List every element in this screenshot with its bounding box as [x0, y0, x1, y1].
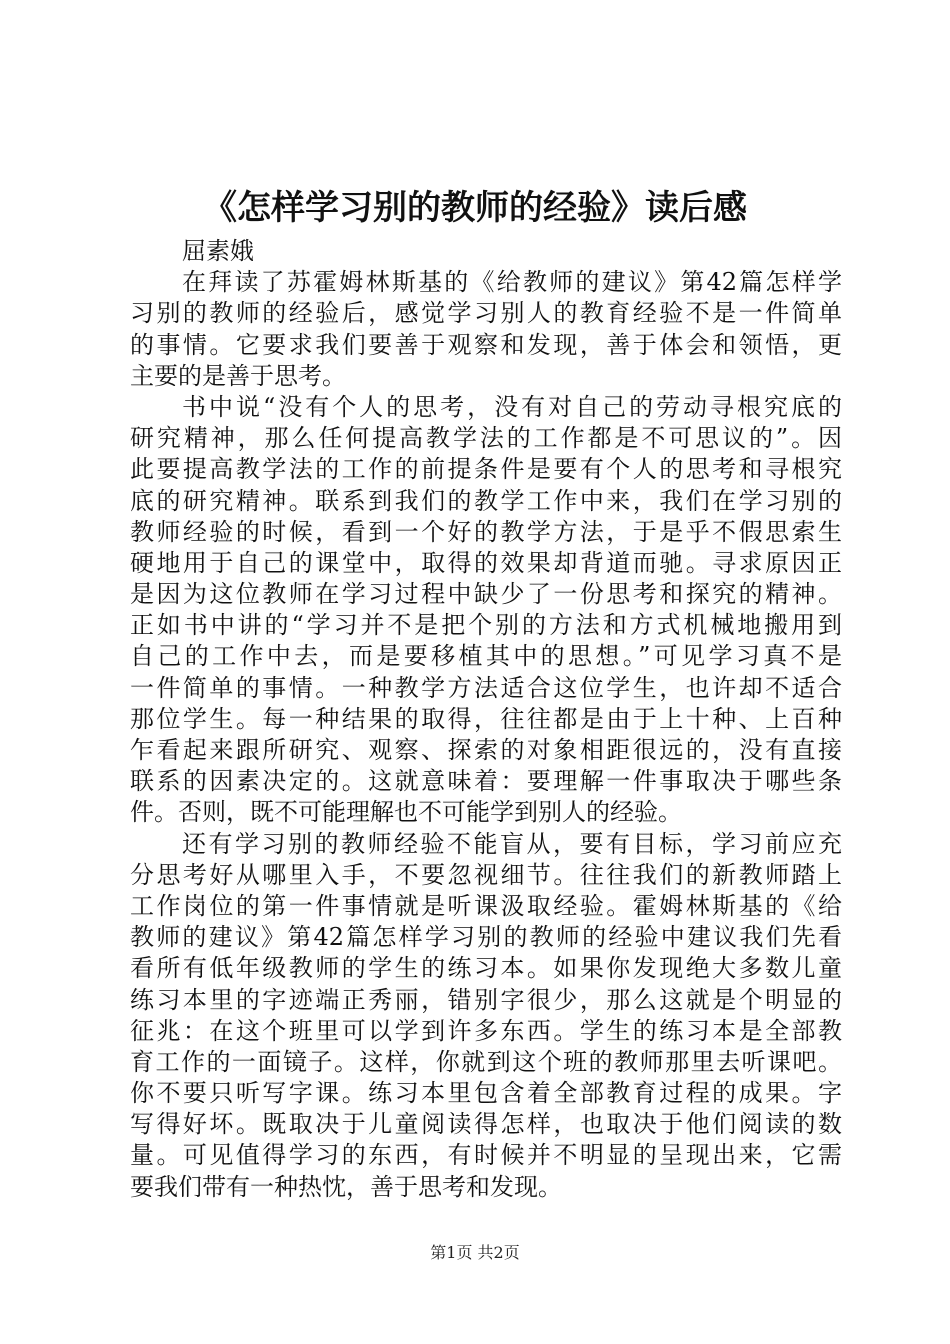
- paragraph-line: 教师的建议》第42篇怎样学习别的教师的经验中建议我们先看: [130, 923, 842, 952]
- paragraph: [130, 392, 842, 829]
- paragraph-line: 件。否则，既不可能理解也不可能学到别人的经验。: [130, 798, 682, 827]
- paragraph-line: 的事情。它要求我们要善于观察和发现，善于体会和领悟，更: [130, 330, 842, 359]
- paragraph-line: 自己的工作中去，而是要移植其中的思想。”可见学习真不是: [130, 642, 842, 671]
- paragraph-line: 在拜读了苏霍姆林斯基的《给教师的建议》第42篇怎样学: [182, 268, 842, 297]
- page-footer: 第1页 共2页: [430, 1243, 520, 1262]
- paragraph-line: 主要的是善于思考。: [130, 361, 346, 390]
- paragraph-line: 是因为这位教师在学习过程中缺少了一份思考和探究的精神。: [130, 580, 842, 609]
- paragraph-line: 分思考好从哪里入手，不要忽视细节。往往我们的新教师踏上: [130, 860, 842, 889]
- paragraph-line: 工作岗位的第一件事情就是听课汲取经验。霍姆林斯基的《给: [130, 891, 842, 920]
- paragraph-line: 一件简单的事情。一种教学方法适合这位学生，也许却不适合: [130, 673, 842, 702]
- paragraph-line: 那位学生。每一种结果的取得，往往都是由于上十种、上百种: [130, 704, 842, 733]
- paragraph-line: 联系的因素决定的。这就意味着：要理解一件事取决于哪些条: [130, 767, 842, 796]
- paragraph-line: 育工作的一面镜子。这样，你就到这个班的教师那里去听课吧。: [130, 1047, 842, 1076]
- paragraph-line: 此要提高教学法的工作的前提条件是要有个人的思考和寻根究: [130, 455, 842, 484]
- paragraph-line: 练习本里的字迹端正秀丽，错别字很少，那么这就是个明显的: [130, 985, 842, 1014]
- document-body: [130, 236, 842, 1203]
- paragraph-line: 还有学习别的教师经验不能盲从，要有目标，学习前应充: [182, 829, 842, 858]
- paragraph-line: 正如书中讲的“学习并不是把个别的方法和方式机械地搬用到: [130, 611, 842, 640]
- paragraph-line: 征兆：在这个班里可以学到许多东西。学生的练习本是全部教: [130, 1016, 842, 1045]
- paragraph-line: 看所有低年级教师的学生的练习本。如果你发现绝大多数儿童: [130, 954, 842, 983]
- paragraph-line: 量。可见值得学习的东西，有时候并不明显的呈现出来，它需: [130, 1141, 842, 1170]
- paragraph-container: [130, 267, 842, 1203]
- paragraph-line: 你不要只听写字课。练习本里包含着全部教育过程的成果。字: [130, 1079, 842, 1108]
- paragraph: [130, 829, 842, 1203]
- paragraph: [130, 267, 842, 392]
- paragraph-line: 乍看起来跟所研究、观察、探索的对象相距很远的，没有直接: [130, 736, 842, 764]
- paragraph-line: 习别的教师的经验后，感觉学习别人的教育经验不是一件简单: [130, 299, 842, 328]
- paragraph-line: 硬地用于自己的课堂中，取得的效果却背道而驰。寻求原因正: [130, 548, 842, 577]
- paragraph-line: 要我们带有一种热忱，善于思考和发现。: [130, 1172, 562, 1201]
- paragraph-line: 研究精神，那么任何提高教学法的工作都是不可思议的”。因: [130, 424, 842, 453]
- paragraph-line: 书中说“没有个人的思考，没有对自己的劳动寻根究底的: [182, 392, 842, 421]
- author-name: 屈素娥: [182, 237, 254, 265]
- document-title: 《怎样学习别的教师的经验》读后感: [203, 188, 747, 228]
- paragraph-line: 教师经验的时候，看到一个好的教学方法，于是乎不假思索生: [130, 517, 842, 546]
- paragraph-line: 写得好坏。既取决于儿童阅读得怎样，也取决于他们阅读的数: [130, 1110, 842, 1139]
- paragraph-line: 底的研究精神。联系到我们的教学工作中来，我们在学习别的: [130, 486, 842, 515]
